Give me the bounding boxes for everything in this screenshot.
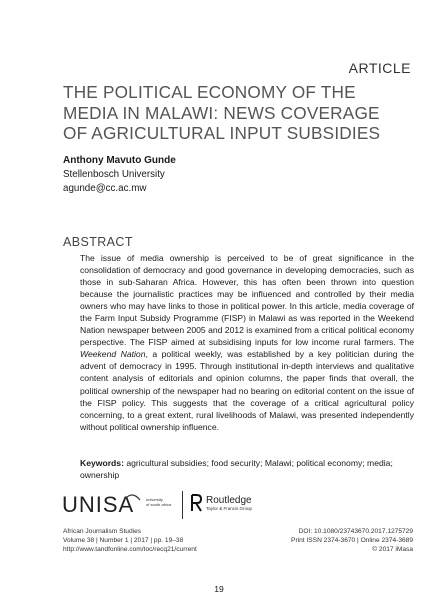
unisa-subtitle (146, 498, 171, 507)
routledge-logo (206, 495, 252, 511)
author-email[interactable]: agunde@cc.ac.mw (63, 183, 147, 194)
article-identifiers (291, 527, 413, 554)
issn: Print ISSN 2374-3670 | Online 2374-3689 (291, 537, 413, 544)
journal-info (63, 527, 197, 554)
title-line: MEDIA IN MALAWI: NEWS COVERAGE (63, 102, 380, 123)
abstract-text: The issue of media ownership is perceived to be of great significance in the consolidation of democracy and good governance in developing democracies, such as those in sub-Saharan Africa. However, this has often been thrown into question because the journalistic practices may be influenced and controlled by their media owners who may have links to those in political power. In this article, media coverage of the Farm Input Subsidy Programme (FISP) in Malawi as was reported in the Weekend Nation newspaper between 2005 and 2012 is examined from a critical political economy perspective. The FISP aimed at subsidising inputs for low income rural farmers. The (80, 253, 414, 348)
unisa-emblem-icon (122, 490, 142, 502)
journal-name: African Journalism Studies (63, 528, 142, 535)
title-line: OF AGRICULTURAL INPUT SUBSIDIES (63, 123, 381, 143)
copyright: © 2017 iMasa (372, 546, 413, 553)
article-title (63, 82, 403, 144)
abstract-body (80, 252, 414, 433)
article-type-label: ARTICLE (348, 60, 411, 76)
abstract-italic-text: Weekend Nation (80, 349, 146, 360)
abstract-heading: ABSTRACT (63, 235, 133, 249)
abstract-text: , a political weekly, was established by a key politician during the advent of democracy in 1995. Through institutional in-depth interviews and qualitative content analysis of editorials and opinion columns, the paper finds that overall, the political ownership of the newspaper had no bearing on editorial content on the issue of the FISP policy. This suggests that the coverage of a critical agricultural policy concerning, to a great extent, rural livelihoods of Malawi, was presented independently without political ownership influence. (80, 349, 414, 432)
unisa-sub-line: university (146, 497, 163, 502)
routledge-r-icon (190, 494, 202, 512)
keywords (80, 457, 414, 481)
author-affiliation: Stellenbosch University (63, 169, 165, 180)
unisa-wordmark: UNISA (62, 492, 135, 517)
doi[interactable]: DOI: 10.1080/23743670.2017.1275729 (298, 528, 413, 535)
keywords-label: Keywords: (80, 458, 124, 468)
title-line: THE POLITICAL ECONOMY OF THE (63, 82, 356, 102)
keywords-text: agricultural subsidies; food security; Malawi; political economy; media; ownership (80, 458, 393, 481)
routledge-subtitle: Taylor & Francis Group (206, 506, 253, 511)
publisher-logos (62, 488, 282, 522)
journal-volume: Volume 38 | Number 1 | 2017 | pp. 19–38 (63, 537, 184, 544)
routledge-wordmark: Routledge (206, 495, 252, 506)
page-number: 19 (214, 584, 224, 594)
author-name: Anthony Mavuto Gunde (63, 155, 176, 166)
journal-url[interactable]: http://www.tandfonline.com/toc/recq21/current (63, 546, 197, 553)
unisa-sub-line: of south africa (146, 501, 172, 507)
logo-divider (182, 491, 183, 519)
